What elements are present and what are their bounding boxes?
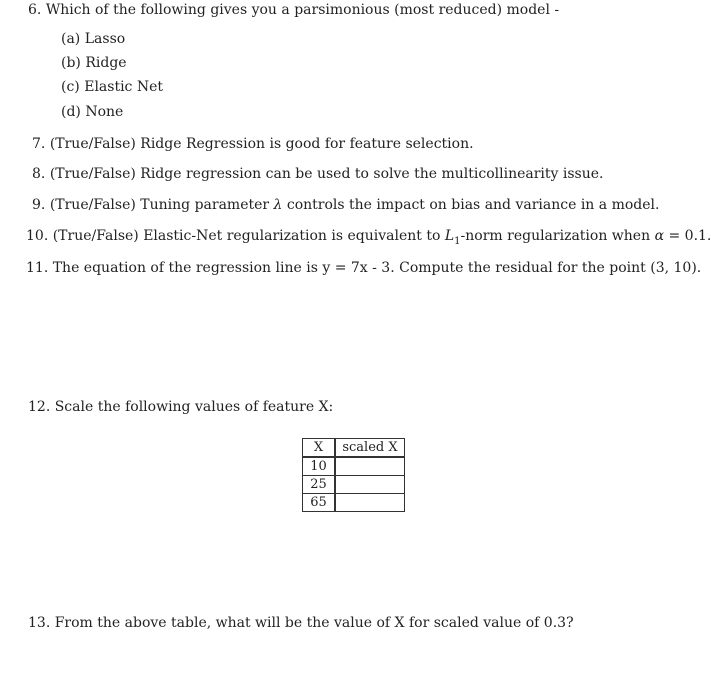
question-text: (True/False) Tuning parameter λ controls the impact on bias and variance in a model. bbox=[49, 197, 660, 213]
table-row bbox=[303, 476, 405, 494]
question-text: Which of the following gives you a parsimonious (most reduced) model - bbox=[45, 2, 560, 18]
question-9 bbox=[32, 197, 659, 213]
question-text: From the above table, what will be the value of X for scaled value of 0.3? bbox=[54, 615, 574, 631]
scaled-value-cell bbox=[335, 457, 405, 476]
table-row bbox=[303, 457, 405, 476]
question-number: 8. bbox=[32, 166, 46, 182]
question-11 bbox=[26, 260, 701, 276]
x-value-cell: 10 bbox=[303, 457, 336, 476]
scaling-table bbox=[302, 438, 405, 512]
column-header-scaled-x: scaled X bbox=[335, 439, 405, 458]
column-header-x: X bbox=[303, 439, 336, 458]
scaled-value-cell bbox=[335, 476, 405, 494]
question-number: 12. bbox=[28, 399, 51, 415]
x-value-cell: 25 bbox=[303, 476, 336, 494]
question-8 bbox=[32, 166, 603, 182]
question-text: The equation of the regression line is y = 7x - 3. Compute the residual for the point (3, 10). bbox=[52, 260, 702, 276]
option-b: (b) Ridge bbox=[61, 55, 127, 71]
question-13 bbox=[28, 615, 574, 631]
question-number: 13. bbox=[28, 615, 51, 631]
option-c: (c) Elastic Net bbox=[61, 79, 164, 95]
x-value-cell: 65 bbox=[303, 494, 336, 512]
alpha-symbol: α bbox=[654, 228, 665, 244]
question-6 bbox=[28, 2, 559, 18]
question-number: 6. bbox=[28, 2, 42, 18]
question-text: (True/False) Elastic-Net regularization is equivalent to $L_1$-norm regularization when α = 0.1. bbox=[52, 228, 711, 247]
question-text: Scale the following values of feature X: bbox=[54, 399, 334, 415]
question-number: 11. bbox=[26, 260, 49, 276]
question-number: 10. bbox=[26, 228, 49, 244]
option-a: (a) Lasso bbox=[61, 31, 126, 47]
question-7 bbox=[32, 136, 474, 152]
question-number: 9. bbox=[32, 197, 46, 213]
table-header-row bbox=[303, 439, 405, 458]
question-text: (True/False) Ridge regression can be used to solve the multicollinearity issue. bbox=[49, 166, 604, 182]
table-row bbox=[303, 494, 405, 512]
question-12 bbox=[28, 399, 333, 415]
option-d: (d) None bbox=[61, 104, 124, 120]
question-text: (True/False) Ridge Regression is good for feature selection. bbox=[49, 136, 474, 152]
question-10 bbox=[26, 228, 711, 247]
question-number: 7. bbox=[32, 136, 46, 152]
lambda-symbol: λ bbox=[273, 197, 283, 213]
scaled-value-cell bbox=[335, 494, 405, 512]
